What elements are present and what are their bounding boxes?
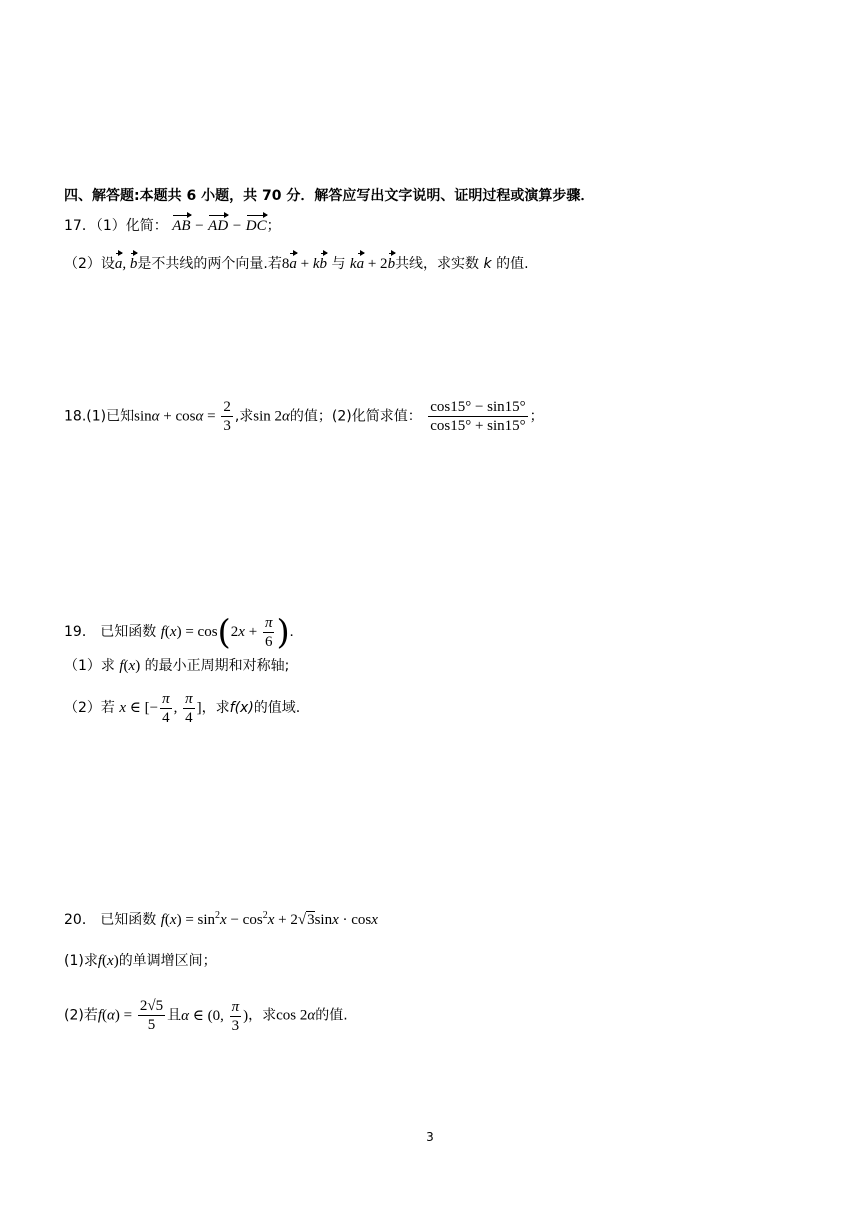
vector-pair: a, b: [114, 256, 138, 272]
question-text: 是不共线的两个向量.若: [137, 256, 282, 272]
question-19-intro: [64, 614, 293, 651]
question-text: 已知函数: [100, 623, 157, 640]
part-label: (2)化简求值：: [331, 408, 422, 425]
question-text: 的值；: [289, 408, 332, 425]
question-text: 共线，求实数: [395, 256, 480, 272]
fraction: $\frac{2√5}{5}$: [139, 998, 164, 1033]
question-text: 的单调增区间；: [118, 953, 217, 969]
part-label: （2）设: [64, 256, 115, 272]
trig-expression: cos 2α: [276, 1007, 316, 1024]
question-text: 且: [167, 1007, 182, 1024]
interval-expression: x ∈ [− $\frac{\pi}{4}$ , $\frac{\pi}{4}$ ]: [119, 691, 202, 726]
function-definition: f(x) = cos(2x + $\frac{\pi}{6}$ ).: [160, 612, 294, 653]
page-number: 3: [426, 1130, 434, 1144]
question-17-part2: [64, 254, 529, 274]
question-text: ，求: [248, 1007, 277, 1024]
question-text: 已知函数: [100, 912, 157, 928]
vector-expression-2: ka + 2b: [349, 256, 396, 272]
part-label: （2）若: [64, 699, 115, 716]
function-ref: f(x): [229, 699, 254, 716]
question-20-part1: [64, 951, 217, 971]
question-19-part2: [64, 690, 300, 727]
question-text: ,求: [234, 408, 254, 425]
question-number: 20．: [64, 912, 96, 928]
question-19-part1: [64, 656, 289, 676]
punctuation: ；: [529, 408, 544, 425]
section-title: 四、解答题:本题共 6 小题，共 70 分．解答应写出文字说明、证明过程或演算步骤．: [64, 188, 595, 204]
part-label: (1)已知: [86, 408, 135, 425]
punctuation: ；: [266, 218, 281, 234]
question-number: 19．: [64, 623, 96, 640]
question-17-part1: [64, 216, 281, 236]
vector-expression-1: 8a + kb: [281, 256, 328, 272]
variable-k: k: [483, 256, 492, 272]
interval-expression: α ∈ (0, $\frac{\pi}{3}$ ): [181, 998, 249, 1034]
question-text: ，求: [201, 699, 230, 716]
part-label: （1）求: [64, 658, 115, 674]
part-label: (2)若: [64, 1007, 98, 1024]
question-18: [64, 398, 544, 435]
question-20-intro: [64, 906, 378, 930]
function-ref: f(x): [119, 658, 141, 674]
part-label: （1）化简：: [95, 218, 168, 234]
part-label: (1)求: [64, 953, 98, 969]
question-text: 的最小正周期和对称轴;: [144, 658, 290, 674]
trig-expression: sinα + cosα =: [134, 408, 220, 425]
function-definition: $f(x) = \sin^2x - \cos^2x + 2√3\sin x \cdot \cos x$: [160, 910, 378, 928]
question-number: 18.: [64, 408, 87, 425]
vector-expression: AB − AD − DC: [172, 218, 267, 234]
function-value: f(α) =: [97, 1007, 136, 1024]
fraction: $\frac{2}{3}$: [223, 399, 231, 434]
question-text: 的值.: [496, 256, 529, 272]
function-ref: f(x): [97, 953, 119, 969]
question-number: 17．: [64, 218, 96, 234]
question-20-part2: [64, 997, 348, 1035]
fraction: $\frac{\cos 15^\circ - \sin 15^\circ}{\cos 15^\circ + \sin 15^\circ}$: [430, 399, 526, 434]
trig-expression: sin 2α: [253, 408, 290, 425]
question-text: 的值域.: [253, 699, 301, 716]
question-text: 的值.: [315, 1007, 348, 1024]
question-text: 与: [331, 256, 346, 272]
